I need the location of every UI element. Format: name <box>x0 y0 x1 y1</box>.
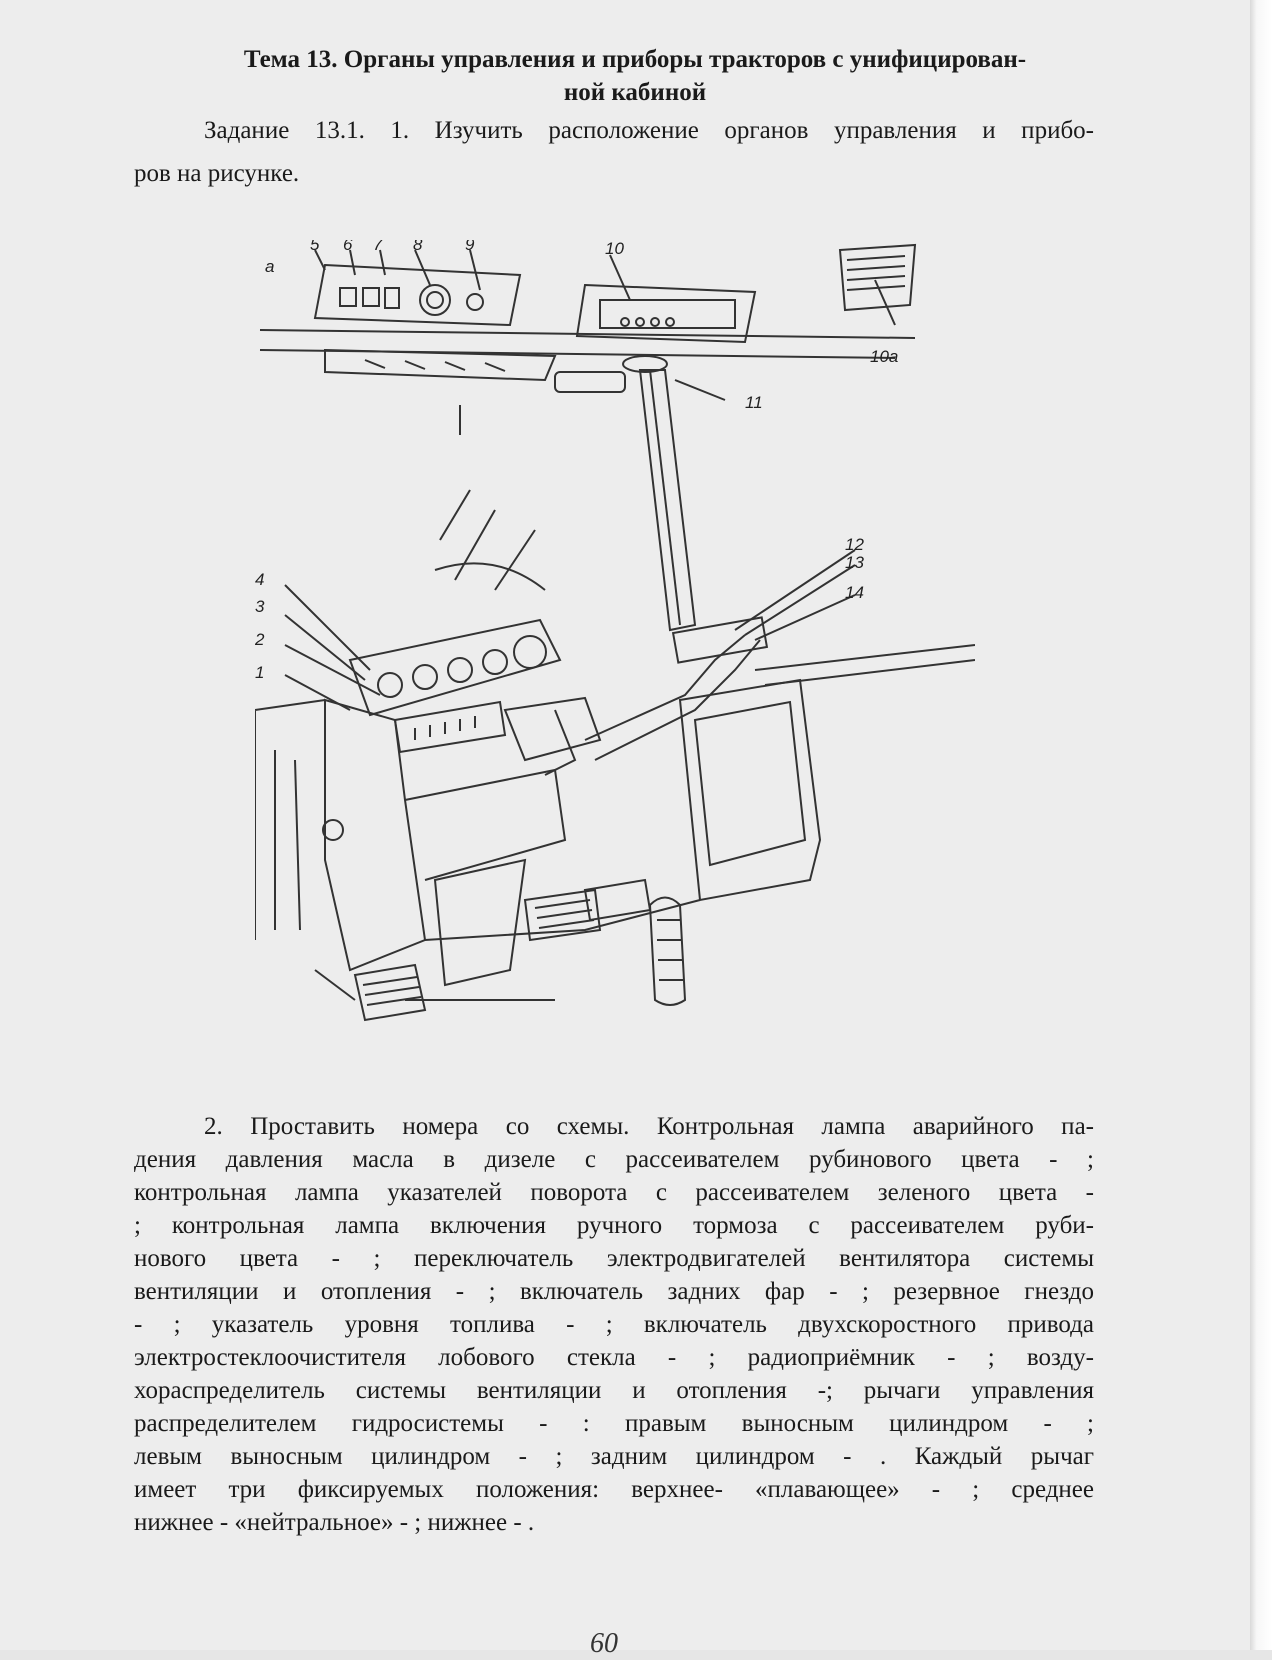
task-1-line-1: Задание 13.1. 1. Изучить расположение органов управления и прибо- <box>204 117 1094 144</box>
left-pedal <box>355 965 425 1020</box>
page-edge-shadow <box>1250 0 1272 1650</box>
task-2-line-1: 2. Проставить номера со схемы. Контрольная лампа аварийного па- <box>204 1113 1094 1140</box>
rear-mirror <box>555 372 625 392</box>
accelerator-pedal <box>650 898 685 1006</box>
callout-2: 2 <box>255 630 265 649</box>
task-2-line-2: дения давления масла в дизеле с рассеивателем рубинового цвета - ; <box>134 1146 1094 1173</box>
page-number: 60 <box>590 1628 618 1659</box>
callout-8: 8 <box>413 240 423 254</box>
task-2-line-6: вентиляции и отопления - ; включатель задних фар - ; резервное гнездо <box>134 1278 1094 1305</box>
callout-12: 12 <box>845 535 864 554</box>
callout-11: 11 <box>745 393 763 412</box>
door-pillar <box>640 370 695 630</box>
cabin-diagram-drawing <box>255 240 975 1080</box>
task-2-line-12: имеет три фиксируемых положения: верхнее- «плавающее» - ; среднее <box>134 1476 1094 1503</box>
console-body <box>325 700 425 970</box>
cabin-diagram <box>255 240 975 1080</box>
callout-10a: 10а <box>870 347 899 366</box>
task-2-line-11: левым выносным цилиндром - ; задним цилиндром - . Каждый рычаг <box>134 1443 1094 1470</box>
task-2-line-7: - ; указатель уровня топлива - ; включатель двухскоростного привода <box>134 1311 1094 1338</box>
topic-title-line-2: ной кабиной <box>563 79 707 106</box>
callout-10: 10 <box>605 240 624 258</box>
task-2-line-4: ; контрольная лампа включения ручного тормоза с рассеивателем руби- <box>134 1212 1094 1239</box>
callout-4: 4 <box>255 570 265 589</box>
callout-9: 9 <box>465 240 475 254</box>
task-2-line-13: нижнее - «нейтральное» - ; нижнее - . <box>134 1509 535 1536</box>
topic-title-line-1: Тема 13. Органы управления и приборы тракторов с унифицирован- <box>243 46 1027 73</box>
top-switch-panel <box>315 265 520 325</box>
task-2-line-3: контрольная лампа указателей поворота с рассеивателем зеленого цвета - <box>134 1179 1094 1206</box>
callout-14: 14 <box>845 583 864 602</box>
task-2-line-10: распределителем гидросистемы - : правым выносным цилиндром - ; <box>134 1410 1094 1437</box>
task-1-line-2: ров на рисунке. <box>134 160 300 187</box>
task-2-line-5: нового цвета - ; переключатель электродвигателей вентилятора системы <box>134 1245 1094 1272</box>
callout-3: 3 <box>255 597 265 616</box>
callout-1: 1 <box>255 663 265 682</box>
task-2-line-8: электростеклоочистителя лобового стекла - ; радиоприёмник - ; возду- <box>134 1344 1094 1371</box>
callout-a: а <box>265 257 275 276</box>
callout-7: 7 <box>373 240 383 254</box>
callout-5: 5 <box>310 240 320 254</box>
brake-pedals <box>585 880 650 920</box>
callout-6: 6 <box>343 240 353 254</box>
callout-13: 13 <box>845 553 864 572</box>
task-2-line-9: хораспределитель системы вентиляции и отопления -; рычаги управления <box>134 1377 1094 1404</box>
